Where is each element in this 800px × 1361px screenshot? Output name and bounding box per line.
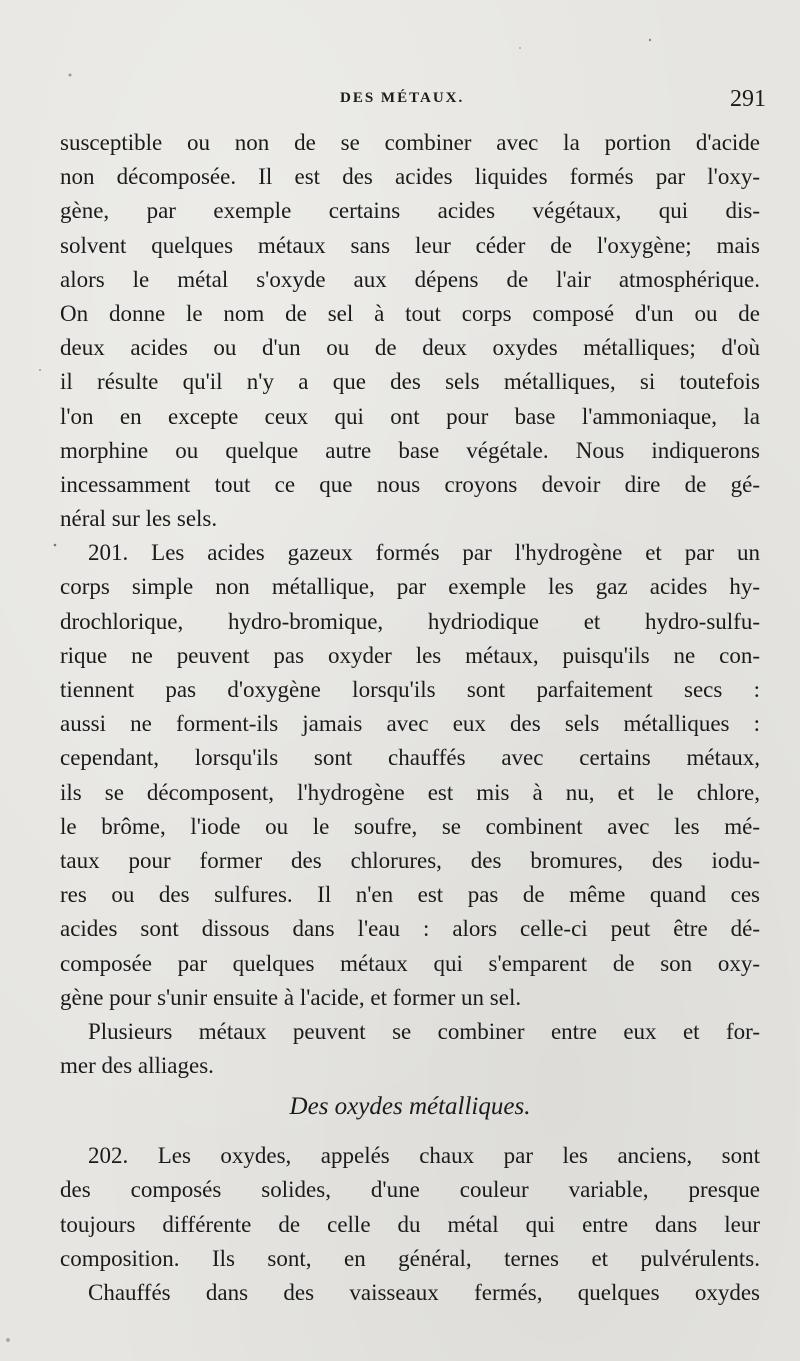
text-line: Plusieurs métaux peuvent se combiner entre eux et for- bbox=[88, 1018, 760, 1044]
text-line: 202. Les oxydes, appelés chaux par les anciens, sont bbox=[88, 1143, 760, 1169]
text-line: composition. Ils sont, en général, ternes et pulvérulents. bbox=[60, 1245, 760, 1271]
text-line: cependant, lorsqu'ils sont chauffés avec certains métaux, bbox=[60, 745, 760, 771]
page-number: 291 bbox=[730, 86, 766, 112]
text-line: gène, par exemple certains acides végétaux, qui dis- bbox=[60, 198, 760, 224]
text-line: res ou des sulfures. Il n'en est pas de même quand ces bbox=[60, 882, 760, 908]
text-line: deux acides ou d'un ou de deux oxydes métalliques; d'où bbox=[60, 335, 760, 361]
text-line: drochlorique, hydro-bromique, hydriodique et hydro-sulfu- bbox=[60, 608, 760, 634]
text-line: le brôme, l'iode ou le soufre, se combinent avec les mé- bbox=[60, 813, 760, 839]
text-line: incessamment tout ce que nous croyons devoir dire de gé- bbox=[60, 471, 760, 497]
text-line: non décomposée. Il est des acides liquides formés par l'oxy- bbox=[60, 164, 760, 190]
text-line: corps simple non métallique, par exemple les gaz acides hy- bbox=[60, 574, 760, 600]
text-line: On donne le nom de sel à tout corps composé d'un ou de bbox=[60, 300, 760, 326]
text-line: taux pour former des chlorures, des bromures, des iodu- bbox=[60, 847, 760, 873]
text-line: tiennent pas d'oxygène lorsqu'ils sont parfaitement secs : bbox=[60, 677, 760, 702]
text-line: susceptible ou non de se combiner avec la portion d'acide bbox=[60, 130, 760, 155]
text-line: morphine ou quelque autre base végétale. Nous indiquerons bbox=[60, 437, 760, 463]
text-line: toujours différente de celle du métal qui entre dans leur bbox=[60, 1211, 760, 1237]
text-line: ils se décomposent, l'hydrogène est mis à nu, et le chlore, bbox=[60, 779, 760, 805]
text-line: des composés solides, d'une couleur variable, presque bbox=[60, 1177, 760, 1203]
text-line: 201. Les acides gazeux formés par l'hydrogène et par un bbox=[88, 540, 760, 566]
text-line: rique ne peuvent pas oxyder les métaux, puisqu'ils ne con- bbox=[60, 642, 760, 668]
body-text bbox=[60, 126, 760, 1310]
text-line: acides sont dissous dans l'eau : alors celle-ci peut être dé- bbox=[60, 916, 760, 942]
running-title: DES MÉTAUX. bbox=[340, 90, 465, 106]
text-line: mer des alliages. bbox=[60, 1053, 214, 1079]
section-heading: Des oxydes métalliques. bbox=[289, 1093, 531, 1121]
text-line: Chauffés dans des vaisseaux fermés, quelques oxydes bbox=[88, 1280, 760, 1305]
running-head bbox=[0, 86, 800, 116]
text-line: gène pour s'unir ensuite à l'acide, et former un sel. bbox=[60, 984, 522, 1010]
text-line: composée par quelques métaux qui s'emparent de son oxy- bbox=[60, 950, 760, 976]
text-line: aussi ne forment-ils jamais avec eux des sels métalliques : bbox=[60, 711, 760, 737]
text-line: l'on en excepte ceux qui ont pour base l'ammoniaque, la bbox=[60, 403, 760, 429]
text-line: alors le métal s'oxyde aux dépens de l'air atmosphérique. bbox=[60, 266, 760, 292]
text-line: néral sur les sels. bbox=[60, 506, 218, 532]
text-line: solvent quelques métaux sans leur céder de l'oxygène; mais bbox=[60, 232, 760, 258]
text-line: il résulte qu'il n'y a que des sels métalliques, si toutefois bbox=[60, 369, 760, 395]
